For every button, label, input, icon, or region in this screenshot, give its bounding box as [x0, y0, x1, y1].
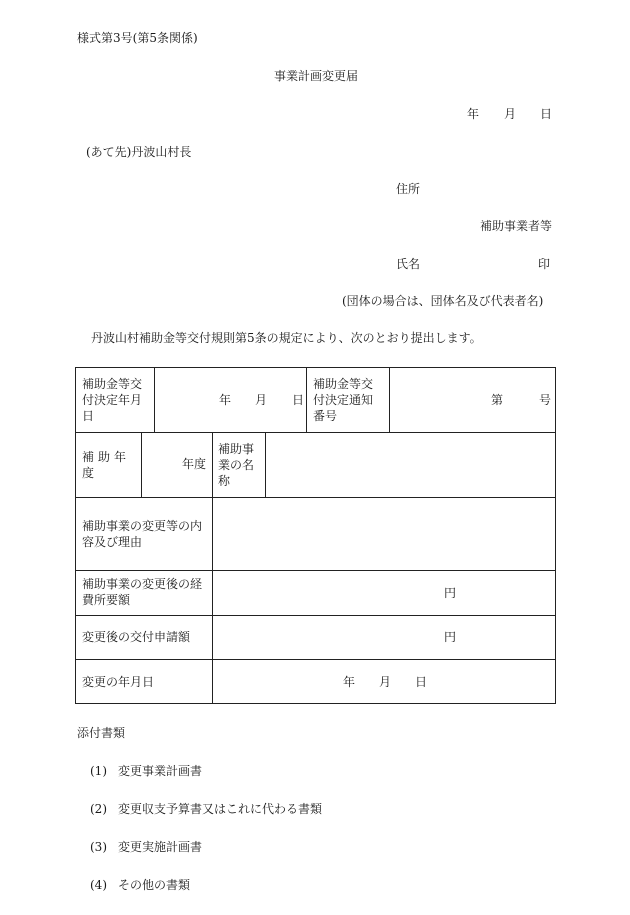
changed-cost-label [82, 576, 202, 608]
label-line: 補助事 [218, 442, 255, 456]
label-line: 容及び理由 [82, 535, 143, 549]
label-line: 補助金等交 [82, 377, 143, 391]
fiscal-year-suffix: 年度 [182, 457, 207, 471]
form-number: 様式第3号(第5条関係) [77, 31, 198, 45]
changed-application-amount-label: 変更後の交付申請額 [82, 630, 191, 644]
change-details-label [82, 518, 202, 550]
table-line [141, 432, 142, 497]
change-year-label: 年 [343, 675, 356, 689]
table-line [75, 432, 556, 433]
statement-text: 丹波山村補助金等交付規則第5条の規定により、次のとおり提出します。 [91, 331, 482, 345]
label-line: 補助金等交 [313, 377, 374, 391]
label-line: 付決定通知 [313, 393, 374, 407]
attachments-heading: 添付書類 [77, 726, 126, 740]
name-label: 氏名 [396, 257, 421, 271]
addressee: (あて先)丹波山村長 [86, 145, 192, 159]
list-item-number: (3) [90, 840, 107, 854]
list-item-text: 変更収支予算書又はこれに代わる書類 [118, 802, 323, 816]
project-name-label [218, 441, 254, 489]
label-line: 番号 [313, 409, 338, 423]
list-item-text: その他の書類 [118, 878, 191, 892]
seal-mark: 印 [538, 257, 551, 271]
address-label: 住所 [396, 182, 421, 196]
table-line [75, 659, 556, 660]
table-line [75, 367, 556, 368]
list-item-number: (4) [90, 878, 107, 892]
label-line: 補助事業の変更後の経 [82, 577, 203, 591]
applicant-role-label: 補助事業者等 [480, 219, 553, 233]
table-line [154, 367, 155, 432]
decision-year-label: 年 [219, 393, 232, 407]
notice-number-label [313, 376, 373, 424]
label-line: 度 [82, 466, 95, 480]
change-month-label: 月 [379, 675, 392, 689]
table-line [75, 703, 556, 704]
notice-number-suffix: 号 [539, 393, 552, 407]
changed-application-amount-unit: 円 [444, 630, 457, 644]
table-line [389, 367, 390, 432]
table-line [265, 432, 266, 497]
date-day-label: 日 [540, 107, 553, 121]
label-line: 付決定年月 [82, 393, 143, 407]
label-line: 業の名 [218, 458, 255, 472]
notice-number-prefix: 第 [491, 393, 504, 407]
decision-month-label: 月 [255, 393, 268, 407]
list-item-text: 変更事業計画書 [118, 764, 203, 778]
change-day-label: 日 [415, 675, 428, 689]
label-line: 費所要額 [82, 593, 131, 607]
label-line: 補助年 [82, 450, 131, 464]
table-line [75, 570, 556, 571]
table-line [75, 615, 556, 616]
changed-cost-unit: 円 [444, 586, 457, 600]
label-line: 日 [82, 409, 95, 423]
page-title: 事業計画変更届 [274, 69, 359, 83]
list-item-number: (2) [90, 802, 107, 816]
table-line [555, 367, 556, 704]
table-line [75, 497, 556, 498]
list-item-number: (1) [90, 764, 107, 778]
label-line: 補助事業の変更等の内 [82, 519, 203, 533]
table-line [306, 367, 307, 432]
change-date-label: 変更の年月日 [82, 675, 155, 689]
organization-note: (団体の場合は、団体名及び代表者名) [342, 294, 544, 308]
table-line [212, 432, 213, 497]
list-item-text: 変更実施計画書 [118, 840, 203, 854]
label-line: 称 [218, 474, 231, 488]
date-month-label: 月 [504, 107, 517, 121]
decision-day-label: 日 [292, 393, 305, 407]
grant-fiscal-year-label [82, 449, 130, 481]
grant-decision-date-label [82, 376, 142, 424]
table-line [212, 497, 213, 704]
date-year-label: 年 [467, 107, 480, 121]
table-line [75, 367, 76, 704]
